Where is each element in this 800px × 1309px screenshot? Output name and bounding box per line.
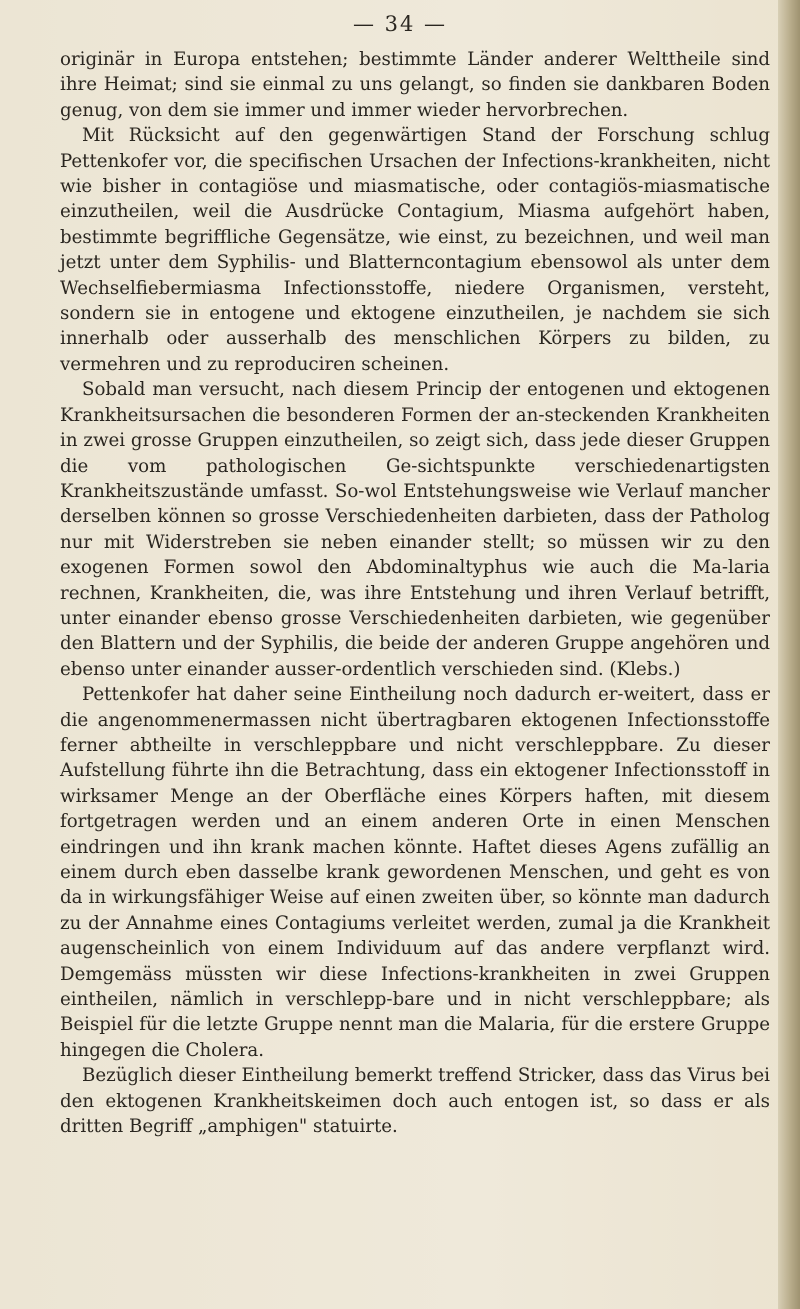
paragraph-1: originär in Europa entstehen; bestimmte Länder anderer Welttheile sind ihre Heimat; sind sie einmal zu uns gelangt, so finden sie dankbaren Boden genug, von dem sie immer und immer wieder hervorbrechen. bbox=[60, 49, 770, 121]
paragraph-3: Sobald man versucht, nach diesem Princip der entogenen und ektogenen Krankheitsursachen die besonderen Formen der an-steckenden Krankheiten in zwei grosse Gruppen einzutheilen, so zeigt sich, dass jede dieser Gruppen die vom pathologischen Ge-sichtspunkte verschiedenartigsten Krankheitszustände umfasst. So-wol Entstehungsweise wie Verlauf mancher derselben können so grosse Verschiedenheiten darbieten, dass der Patholog nur mit Widerstreben sie neben einander stellt; so müssen wir zu den exogenen Formen sowol den Abdominaltyphus wie auch die Ma-laria rechnen, Krankheiten, die, was ihre Entstehung und ihren Verlauf betrifft, unter einander ebenso grosse Verschiedenheiten darbieten, wie gegenüber den Blattern und der Syphilis, die beide der anderen Gruppe angehören und ebenso unter einander ausser-ordentlich verschieden sind. (Klebs.) bbox=[60, 379, 770, 680]
book-page-edge bbox=[778, 0, 800, 1309]
page-body bbox=[60, 47, 770, 1139]
paragraph-4: Pettenkofer hat daher seine Eintheilung noch dadurch er-weitert, dass er die angenommenermassen nicht übertragbaren ektogenen Infectionsstoffe ferner abtheilte in verschleppbare und nicht verschleppbare. Zu dieser Aufstellung führte ihn die Betrachtung, dass ein ektogener Infectionsstoff in wirksamer Menge an der Oberfläche eines Körpers haften, mit diesem fortgetragen werden und an einem anderen Orte in einen Menschen eindringen und ihn krank machen könnte. Haftet dieses Agens zufällig an einem durch eben dasselbe krank gewordenen Menschen, und geht es von da in wirkungsfähiger Weise auf einen zweiten über, so könnte man dadurch zu der Annahme eines Contagiums verleitet werden, zumal ja die Krankheit augenscheinlich von einem Individuum auf das andere verpflanzt wird. Demgemäss müssten wir diese Infections-krankheiten in zwei Gruppen eintheilen, nämlich in verschlepp-bare und in nicht verschleppbare; als Beispiel für die letzte Gruppe nennt man die Malaria, für die erstere Gruppe hingegen die Cholera. bbox=[60, 684, 770, 1061]
paragraph-2: Mit Rücksicht auf den gegenwärtigen Stand der Forschung schlug Pettenkofer vor, die specifischen Ursachen der Infections-krankheiten, nicht wie bisher in contagiöse und miasmatische, oder contagiös-miasmatische einzutheilen, weil die Ausdrücke Contagium, Miasma aufgehört haben, bestimmte begriffliche Gegensätze, wie einst, zu bezeichnen, und weil man jetzt unter dem Syphilis- und Blatterncontagium ebensowol als unter dem Wechselfiebermiasma Infectionsstoffe, niedere Organismen, versteht, sondern sie in entogene und ektogene einzutheilen, je nachdem sie sich innerhalb oder ausserhalb des menschlichen Körpers zu bilden, zu vermehren und zu reproduciren scheinen. bbox=[60, 125, 770, 375]
page-number: — 34 — bbox=[352, 12, 448, 36]
paragraph-5: Bezüglich dieser Eintheilung bemerkt treffend Stricker, dass das Virus bei den ektogenen Krankheitskeimen doch auch entogen ist, so dass er als dritten Begriff „amphigen" statuirte. bbox=[60, 1065, 770, 1138]
